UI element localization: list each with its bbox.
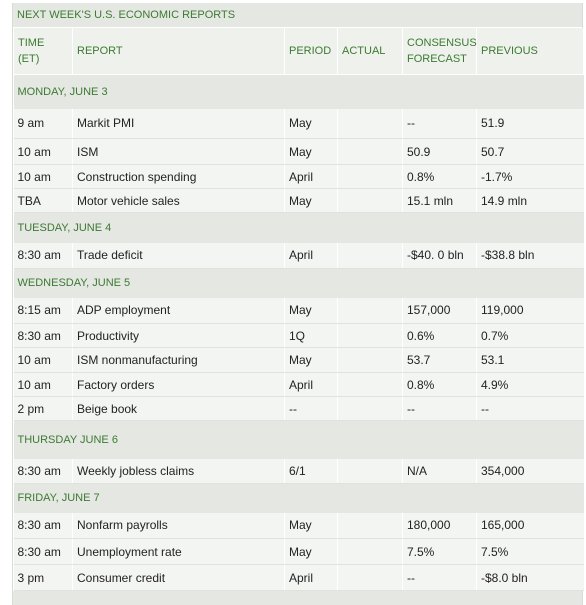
table-row: [14, 513, 584, 539]
cell-previous: -1.7%: [477, 165, 584, 189]
table-row: [14, 298, 584, 324]
cell-period: 6/1: [285, 459, 338, 484]
cell-actual: [338, 348, 403, 373]
table-row: [14, 459, 584, 484]
table-row: [14, 165, 584, 189]
table-row: [14, 139, 584, 165]
cell-actual: [338, 189, 403, 213]
cell-time: 3 pm: [14, 565, 73, 591]
cell-previous: 50.7: [477, 139, 584, 165]
column-header-consensus: [403, 28, 477, 75]
cell-time: 8:30 am: [14, 324, 73, 348]
cell-actual: [338, 165, 403, 189]
cell-report: ISM nonmanufacturing: [73, 348, 285, 373]
table-row: [14, 539, 584, 565]
cell-consensus: --: [403, 565, 477, 591]
cell-previous: 165,000: [477, 513, 584, 539]
table-row: [14, 324, 584, 348]
table-row: [14, 109, 584, 139]
cell-period: May: [285, 539, 338, 565]
cell-previous: 119,000: [477, 298, 584, 324]
cell-report: ISM: [73, 139, 285, 165]
day-section-row: [14, 213, 584, 243]
cell-report: Motor vehicle sales: [73, 189, 285, 213]
cell-consensus: 0.8%: [403, 165, 477, 189]
day-section-row: [14, 421, 584, 459]
day-section-row: [14, 269, 584, 298]
consensus-line-1: CONSENSUS: [407, 37, 477, 49]
economic-reports-table: [13, 28, 584, 591]
cell-actual: [338, 243, 403, 269]
day-label: TUESDAY, JUNE 4: [14, 213, 584, 243]
cell-report: Trade deficit: [73, 243, 285, 269]
cell-previous: 354,000: [477, 459, 584, 484]
cell-actual: [338, 539, 403, 565]
header-row: [14, 28, 584, 75]
cell-consensus: -$40. 0 bln: [403, 243, 477, 269]
cell-previous: 14.9 mln: [477, 189, 584, 213]
cell-period: --: [285, 397, 338, 421]
table-row: [14, 565, 584, 591]
day-section-row: [14, 484, 584, 513]
cell-period: April: [285, 565, 338, 591]
economic-reports-table-container: [12, 3, 583, 605]
cell-time: 8:30 am: [14, 243, 73, 269]
table-title: NEXT WEEK'S U.S. ECONOMIC REPORTS: [13, 3, 582, 28]
table-row: [14, 373, 584, 397]
cell-report: Nonfarm payrolls: [73, 513, 285, 539]
cell-report: Consumer credit: [73, 565, 285, 591]
cell-previous: 4.9%: [477, 373, 584, 397]
cell-report: Factory orders: [73, 373, 285, 397]
cell-actual: [338, 324, 403, 348]
cell-time: 8:30 am: [14, 513, 73, 539]
cell-previous: 7.5%: [477, 539, 584, 565]
cell-previous: 0.7%: [477, 324, 584, 348]
cell-actual: [338, 513, 403, 539]
cell-consensus: 15.1 mln: [403, 189, 477, 213]
cell-period: April: [285, 243, 338, 269]
cell-previous: 51.9: [477, 109, 584, 139]
cell-consensus: 0.6%: [403, 324, 477, 348]
cell-report: Weekly jobless claims: [73, 459, 285, 484]
cell-consensus: 53.7: [403, 348, 477, 373]
cell-consensus: 50.9: [403, 139, 477, 165]
cell-report: ADP employment: [73, 298, 285, 324]
cell-period: May: [285, 189, 338, 213]
cell-actual: [338, 565, 403, 591]
cell-consensus: 157,000: [403, 298, 477, 324]
table-row: [14, 348, 584, 373]
cell-time: 2 pm: [14, 397, 73, 421]
cell-consensus: --: [403, 397, 477, 421]
cell-time: 10 am: [14, 165, 73, 189]
cell-period: May: [285, 298, 338, 324]
day-section-row: [14, 75, 584, 109]
cell-period: May: [285, 513, 338, 539]
table-row: [14, 243, 584, 269]
cell-consensus: N/A: [403, 459, 477, 484]
cell-consensus: 7.5%: [403, 539, 477, 565]
cell-report: Construction spending: [73, 165, 285, 189]
cell-period: 1Q: [285, 324, 338, 348]
cell-previous: --: [477, 397, 584, 421]
cell-consensus: 180,000: [403, 513, 477, 539]
cell-actual: [338, 459, 403, 484]
cell-time: 8:30 am: [14, 459, 73, 484]
cell-report: Beige book: [73, 397, 285, 421]
table-row: [14, 397, 584, 421]
day-label: THURSDAY JUNE 6: [14, 421, 584, 459]
column-header-previous: PREVIOUS: [477, 28, 584, 75]
cell-actual: [338, 109, 403, 139]
cell-time: 10 am: [14, 348, 73, 373]
table-row: [14, 189, 584, 213]
cell-time: 10 am: [14, 139, 73, 165]
cell-time: TBA: [14, 189, 73, 213]
day-label: FRIDAY, JUNE 7: [14, 484, 584, 513]
column-header-time: TIME (ET): [14, 28, 73, 75]
cell-period: April: [285, 373, 338, 397]
day-label: WEDNESDAY, JUNE 5: [14, 269, 584, 298]
cell-actual: [338, 373, 403, 397]
cell-actual: [338, 397, 403, 421]
cell-time: 8:30 am: [14, 539, 73, 565]
cell-actual: [338, 298, 403, 324]
cell-actual: [338, 139, 403, 165]
cell-period: April: [285, 165, 338, 189]
cell-report: Unemployment rate: [73, 539, 285, 565]
table-footer-bar: [13, 591, 582, 605]
cell-consensus: --: [403, 109, 477, 139]
cell-time: 10 am: [14, 373, 73, 397]
cell-time: 9 am: [14, 109, 73, 139]
cell-report: Productivity: [73, 324, 285, 348]
cell-period: May: [285, 109, 338, 139]
cell-report: Markit PMI: [73, 109, 285, 139]
column-header-period: PERIOD: [285, 28, 338, 75]
cell-previous: -$38.8 bln: [477, 243, 584, 269]
column-header-actual: ACTUAL: [338, 28, 403, 75]
cell-period: May: [285, 348, 338, 373]
cell-consensus: 0.8%: [403, 373, 477, 397]
column-header-report: REPORT: [73, 28, 285, 75]
cell-previous: -$8.0 bln: [477, 565, 584, 591]
day-label: MONDAY, JUNE 3: [14, 75, 584, 109]
consensus-line-2: FORECAST: [407, 53, 467, 65]
cell-period: May: [285, 139, 338, 165]
cell-time: 8:15 am: [14, 298, 73, 324]
cell-previous: 53.1: [477, 348, 584, 373]
